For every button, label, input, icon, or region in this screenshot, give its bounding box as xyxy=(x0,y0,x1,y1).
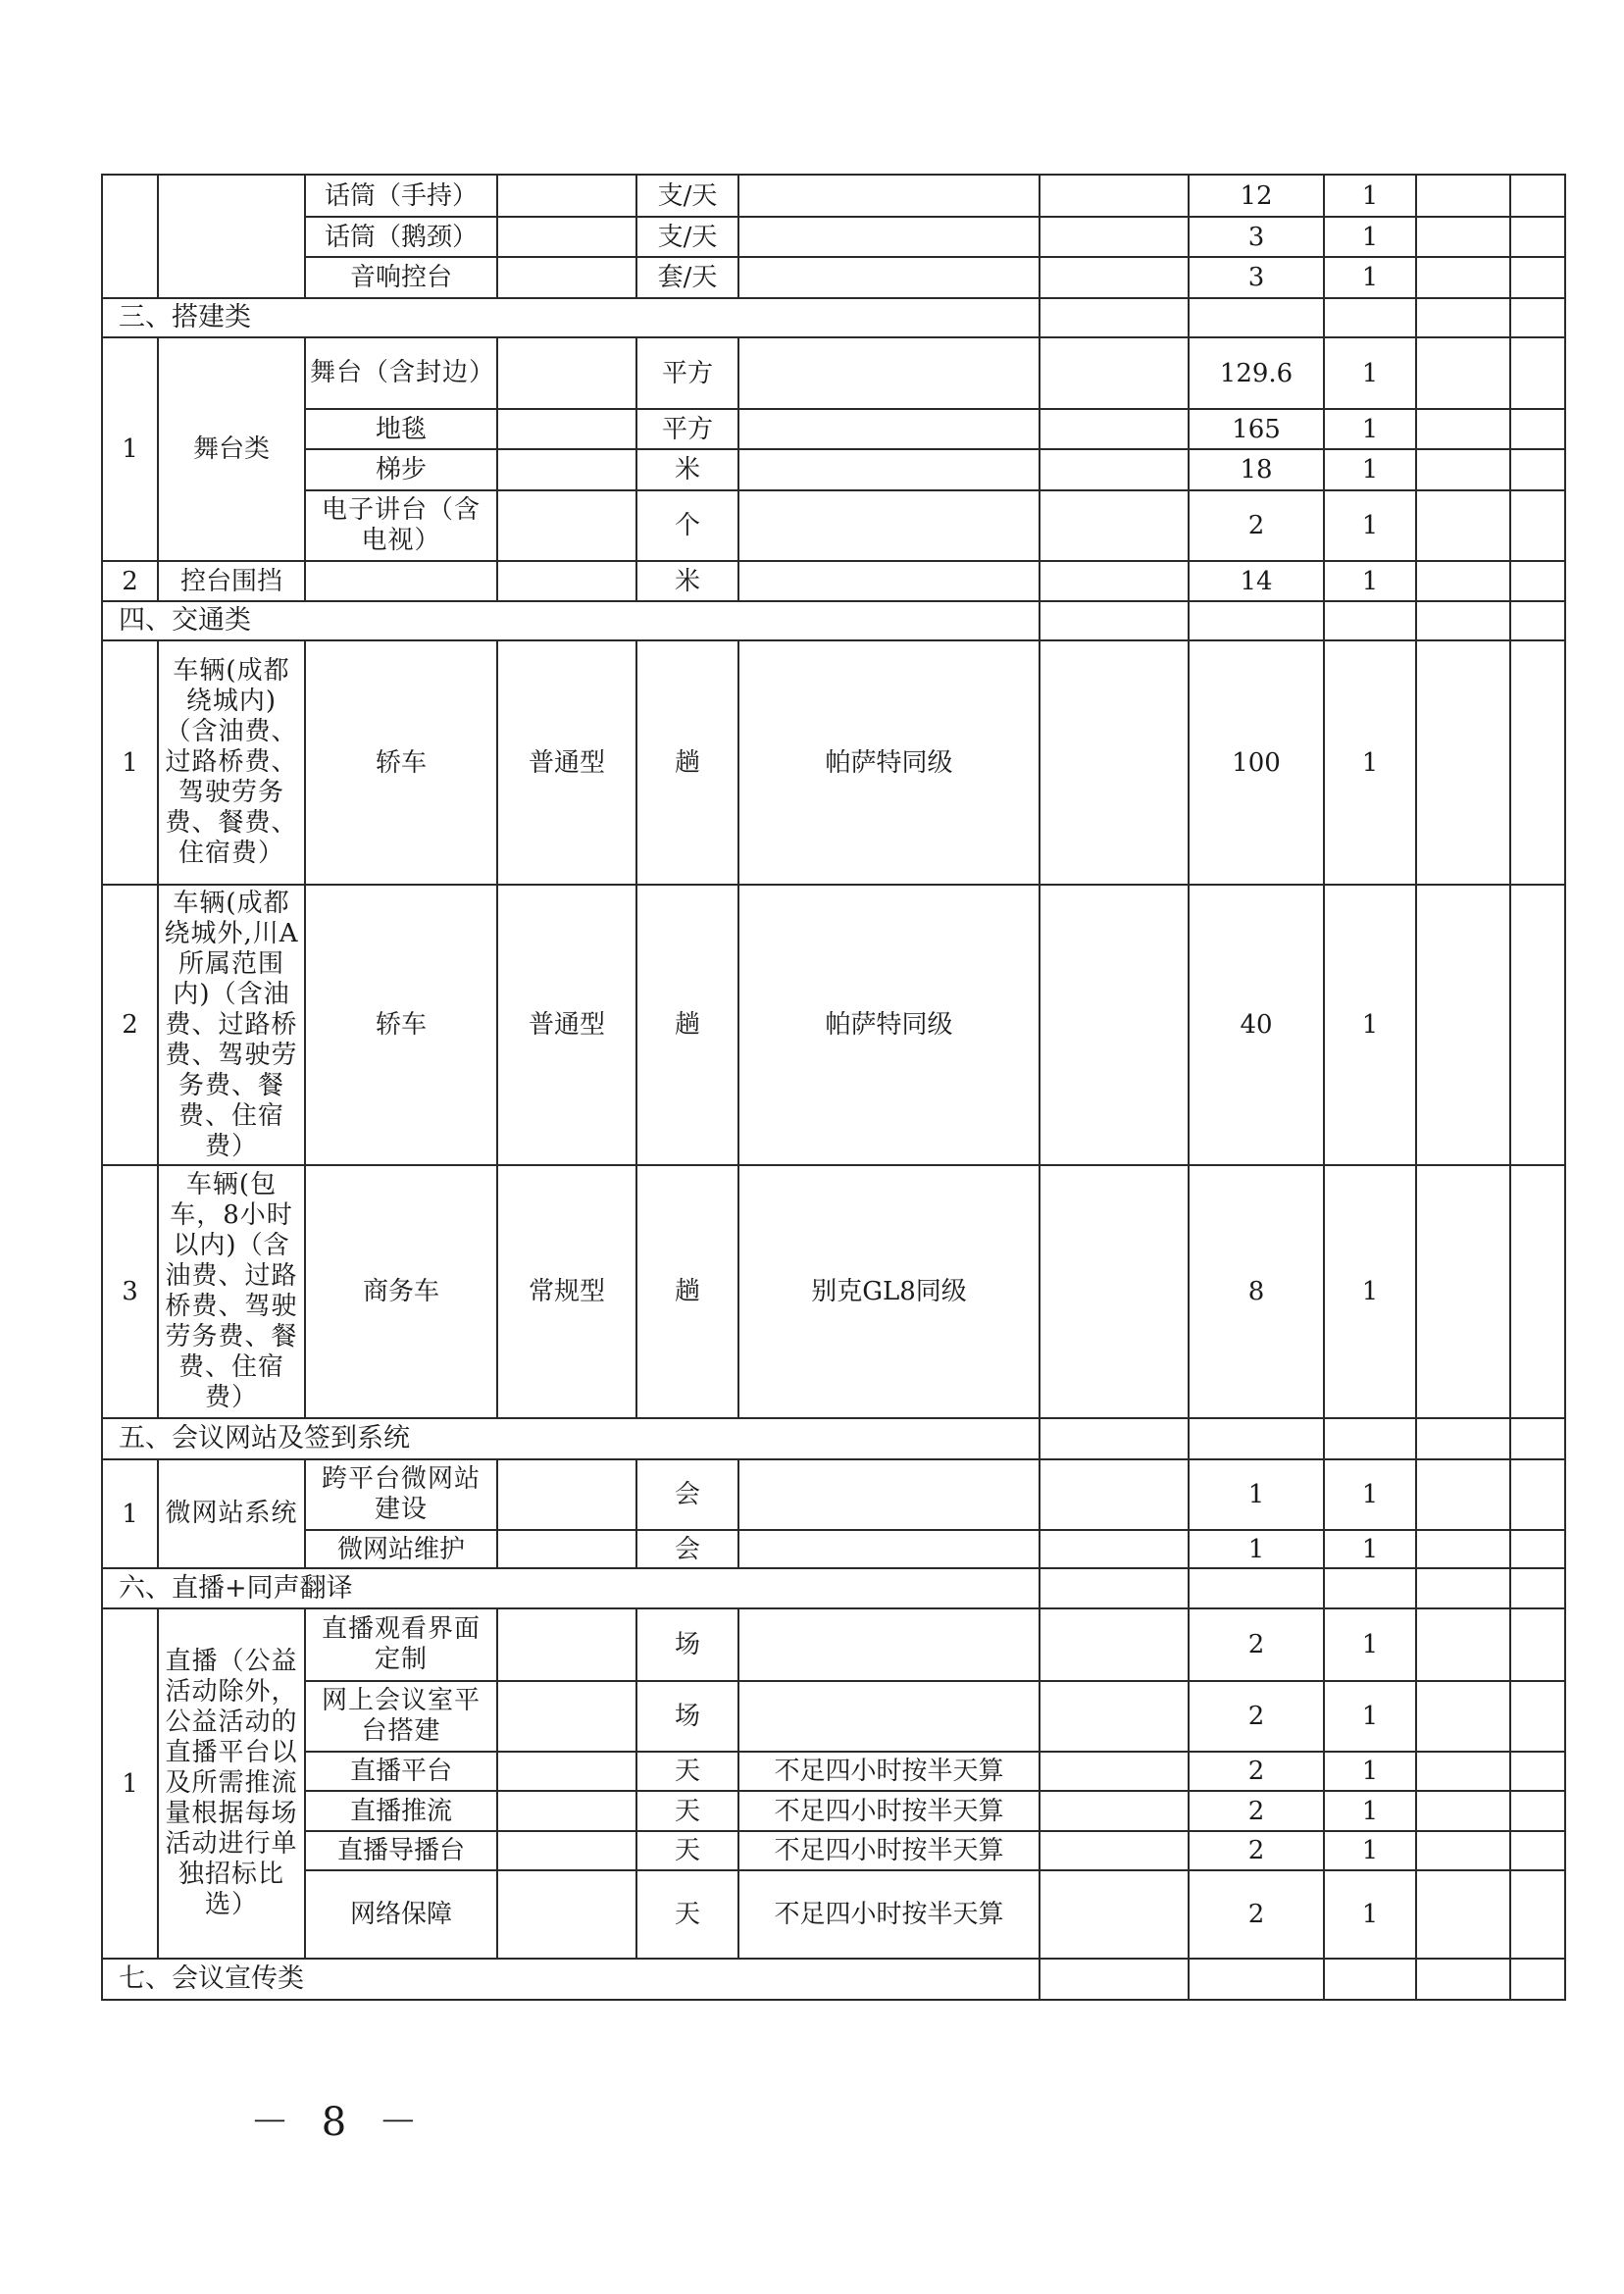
section-row xyxy=(102,1959,1565,2000)
cell-item: 地毯 xyxy=(305,409,497,449)
quotation-table xyxy=(101,174,1566,2001)
cell-blank xyxy=(1040,601,1189,640)
cell-qty: 165 xyxy=(1189,409,1324,449)
cell-spec xyxy=(497,1459,636,1530)
cell-times: 1 xyxy=(1324,490,1416,561)
cell-blank xyxy=(1040,1959,1189,2000)
cell-price xyxy=(1416,409,1510,449)
cell-qty: 12 xyxy=(1189,175,1324,217)
cell-total xyxy=(1510,1459,1565,1530)
cell-qty: 2 xyxy=(1189,1870,1324,1959)
cell-unit: 支/天 xyxy=(636,217,738,257)
section-title: 五、会议网站及签到系统 xyxy=(102,1418,1040,1459)
cell-blank xyxy=(1040,217,1189,257)
cell-blank xyxy=(1040,1870,1189,1959)
cell-price xyxy=(1416,449,1510,490)
cell-qty xyxy=(1189,1959,1324,2000)
cell-note xyxy=(738,409,1040,449)
cell-spec: 普通型 xyxy=(497,640,636,885)
cell-price xyxy=(1416,337,1510,409)
table-row xyxy=(102,1831,1565,1870)
cell-category: 车辆(包车，8小时以内)（含油费、过路桥费、驾驶劳务费、餐费、住宿费） xyxy=(158,1165,305,1418)
cell-qty xyxy=(1189,298,1324,337)
cell-times: 1 xyxy=(1324,1870,1416,1959)
section-row xyxy=(102,601,1565,640)
cell-note: 不足四小时按半天算 xyxy=(738,1870,1040,1959)
table-row xyxy=(102,561,1565,601)
cell-times: 1 xyxy=(1324,885,1416,1165)
cell-blank xyxy=(1040,1418,1189,1459)
table-row xyxy=(102,217,1565,257)
cell-unit: 会 xyxy=(636,1530,738,1568)
cell-blank xyxy=(1040,1681,1189,1752)
cell-times xyxy=(1324,601,1416,640)
cell-total xyxy=(1510,1870,1565,1959)
section-title: 七、会议宣传类 xyxy=(102,1959,1040,2000)
cell-no: 2 xyxy=(102,885,158,1165)
cell-qty: 2 xyxy=(1189,1608,1324,1681)
cell-blank xyxy=(1040,298,1189,337)
cell-note xyxy=(738,1459,1040,1530)
cell-blank xyxy=(1040,1831,1189,1870)
table-row xyxy=(102,885,1565,1165)
cell-note xyxy=(738,337,1040,409)
table-row xyxy=(102,490,1565,561)
cell-note xyxy=(738,175,1040,217)
cell-qty: 129.6 xyxy=(1189,337,1324,409)
cell-item: 直播导播台 xyxy=(305,1831,497,1870)
cell-blank xyxy=(1040,1459,1189,1530)
cell-spec xyxy=(497,1870,636,1959)
section-title: 三、搭建类 xyxy=(102,298,1040,337)
cell-item: 舞台（含封边） xyxy=(305,337,497,409)
cell-note xyxy=(738,449,1040,490)
cell-unit: 趟 xyxy=(636,1165,738,1418)
cell-times xyxy=(1324,1568,1416,1608)
cell-unit: 趟 xyxy=(636,885,738,1165)
table-row xyxy=(102,1791,1565,1831)
cell-spec xyxy=(497,1681,636,1752)
table-row xyxy=(102,175,1565,217)
cell-qty: 8 xyxy=(1189,1165,1324,1418)
cell-qty: 100 xyxy=(1189,640,1324,885)
cell-price xyxy=(1416,217,1510,257)
cell-item: 轿车 xyxy=(305,885,497,1165)
cell-unit: 天 xyxy=(636,1870,738,1959)
cell-spec xyxy=(497,1791,636,1831)
cell-times: 1 xyxy=(1324,409,1416,449)
cell-spec: 普通型 xyxy=(497,885,636,1165)
cell-item: 商务车 xyxy=(305,1165,497,1418)
cell-times: 1 xyxy=(1324,1165,1416,1418)
section-row xyxy=(102,298,1565,337)
cell-unit: 平方 xyxy=(636,409,738,449)
cell-times: 1 xyxy=(1324,1831,1416,1870)
cell-unit: 场 xyxy=(636,1608,738,1681)
cell-total xyxy=(1510,298,1565,337)
cell-total xyxy=(1510,885,1565,1165)
cell-unit: 天 xyxy=(636,1831,738,1870)
cell-blank xyxy=(1040,885,1189,1165)
cell-price xyxy=(1416,885,1510,1165)
cell-note xyxy=(738,1608,1040,1681)
cell-category: 车辆(成都绕城内)（含油费、过路桥费、驾驶劳务费、餐费、住宿费） xyxy=(158,640,305,885)
cell-times: 1 xyxy=(1324,1681,1416,1752)
cell-price xyxy=(1416,640,1510,885)
cell-qty: 2 xyxy=(1189,1791,1324,1831)
page-number: － 8 － xyxy=(250,2100,428,2145)
cell-spec xyxy=(497,409,636,449)
cell-total xyxy=(1510,1530,1565,1568)
cell-unit: 个 xyxy=(636,490,738,561)
cell-unit: 场 xyxy=(636,1681,738,1752)
cell-total xyxy=(1510,640,1565,885)
cell-total xyxy=(1510,1568,1565,1608)
cell-qty: 18 xyxy=(1189,449,1324,490)
table-row xyxy=(102,1681,1565,1752)
cell-note: 不足四小时按半天算 xyxy=(738,1752,1040,1791)
cell-total xyxy=(1510,175,1565,217)
cell-note xyxy=(738,1681,1040,1752)
cell-qty: 1 xyxy=(1189,1459,1324,1530)
cell-qty: 3 xyxy=(1189,217,1324,257)
cell-unit: 天 xyxy=(636,1752,738,1791)
cell-unit: 支/天 xyxy=(636,175,738,217)
table-row xyxy=(102,1459,1565,1530)
cell-times: 1 xyxy=(1324,175,1416,217)
table-row xyxy=(102,1165,1565,1418)
cell-qty: 2 xyxy=(1189,1681,1324,1752)
cell-times: 1 xyxy=(1324,640,1416,885)
cell-qty: 2 xyxy=(1189,1831,1324,1870)
cell-total xyxy=(1510,217,1565,257)
cell-note: 别克GL8同级 xyxy=(738,1165,1040,1418)
cell-times: 1 xyxy=(1324,1530,1416,1568)
cell-no xyxy=(102,175,158,298)
cell-spec xyxy=(497,217,636,257)
cell-spec xyxy=(497,449,636,490)
cell-total xyxy=(1510,337,1565,409)
table-row xyxy=(102,257,1565,298)
cell-no: 1 xyxy=(102,640,158,885)
cell-note: 不足四小时按半天算 xyxy=(738,1791,1040,1831)
cell-price xyxy=(1416,1459,1510,1530)
cell-category: 控台围挡 xyxy=(158,561,305,601)
table-row xyxy=(102,1608,1565,1681)
cell-total xyxy=(1510,601,1565,640)
cell-total xyxy=(1510,1959,1565,2000)
cell-times: 1 xyxy=(1324,337,1416,409)
cell-item: 轿车 xyxy=(305,640,497,885)
cell-qty: 2 xyxy=(1189,1752,1324,1791)
cell-category: 舞台类 xyxy=(158,337,305,561)
section-row xyxy=(102,1418,1565,1459)
table-row xyxy=(102,640,1565,885)
cell-price xyxy=(1416,1959,1510,2000)
cell-qty: 14 xyxy=(1189,561,1324,601)
cell-note xyxy=(738,490,1040,561)
cell-spec xyxy=(497,1752,636,1791)
cell-blank xyxy=(1040,175,1189,217)
cell-qty xyxy=(1189,601,1324,640)
cell-blank xyxy=(1040,1165,1189,1418)
cell-qty: 1 xyxy=(1189,1530,1324,1568)
cell-total xyxy=(1510,490,1565,561)
cell-item: 直播观看界面定制 xyxy=(305,1608,497,1681)
cell-times xyxy=(1324,1418,1416,1459)
cell-times: 1 xyxy=(1324,1752,1416,1791)
cell-qty xyxy=(1189,1418,1324,1459)
cell-spec xyxy=(497,337,636,409)
cell-price xyxy=(1416,298,1510,337)
cell-no: 2 xyxy=(102,561,158,601)
cell-item: 跨平台微网站建设 xyxy=(305,1459,497,1530)
cell-price xyxy=(1416,601,1510,640)
cell-qty: 40 xyxy=(1189,885,1324,1165)
cell-times: 1 xyxy=(1324,561,1416,601)
cell-blank xyxy=(1040,337,1189,409)
cell-qty xyxy=(1189,1568,1324,1608)
cell-total xyxy=(1510,1165,1565,1418)
cell-no: 1 xyxy=(102,337,158,561)
cell-unit: 套/天 xyxy=(636,257,738,298)
section-row xyxy=(102,1568,1565,1608)
cell-times xyxy=(1324,298,1416,337)
cell-price xyxy=(1416,1752,1510,1791)
cell-unit: 趟 xyxy=(636,640,738,885)
cell-item: 音响控台 xyxy=(305,257,497,298)
cell-price xyxy=(1416,1791,1510,1831)
cell-note xyxy=(738,561,1040,601)
cell-note xyxy=(738,257,1040,298)
cell-note: 不足四小时按半天算 xyxy=(738,1831,1040,1870)
cell-blank xyxy=(1040,449,1189,490)
cell-total xyxy=(1510,1681,1565,1752)
cell-note xyxy=(738,217,1040,257)
cell-category: 车辆(成都绕城外,川A所属范围内)（含油费、过路桥费、驾驶劳务费、餐费、住宿费） xyxy=(158,885,305,1165)
cell-item: 直播推流 xyxy=(305,1791,497,1831)
cell-unit: 米 xyxy=(636,449,738,490)
cell-spec: 常规型 xyxy=(497,1165,636,1418)
table-row xyxy=(102,409,1565,449)
cell-price xyxy=(1416,1608,1510,1681)
cell-times: 1 xyxy=(1324,257,1416,298)
cell-spec xyxy=(497,1831,636,1870)
cell-price xyxy=(1416,490,1510,561)
section-title: 六、直播+同声翻译 xyxy=(102,1568,1040,1608)
cell-blank xyxy=(1040,1608,1189,1681)
table-row xyxy=(102,1530,1565,1568)
cell-spec xyxy=(497,175,636,217)
cell-blank xyxy=(1040,1791,1189,1831)
cell-blank xyxy=(1040,409,1189,449)
cell-item: 微网站维护 xyxy=(305,1530,497,1568)
cell-note: 帕萨特同级 xyxy=(738,885,1040,1165)
cell-spec xyxy=(497,1608,636,1681)
cell-times: 1 xyxy=(1324,217,1416,257)
cell-times xyxy=(1324,1959,1416,2000)
cell-blank xyxy=(1040,1530,1189,1568)
cell-unit: 米 xyxy=(636,561,738,601)
cell-times: 1 xyxy=(1324,1791,1416,1831)
cell-unit: 平方 xyxy=(636,337,738,409)
cell-price xyxy=(1416,1530,1510,1568)
table-row xyxy=(102,1752,1565,1791)
cell-spec xyxy=(497,561,636,601)
cell-item: 梯步 xyxy=(305,449,497,490)
cell-spec xyxy=(497,257,636,298)
table-row xyxy=(102,449,1565,490)
cell-item: 网络保障 xyxy=(305,1870,497,1959)
cell-blank xyxy=(1040,490,1189,561)
cell-category: 微网站系统 xyxy=(158,1459,305,1568)
cell-no: 1 xyxy=(102,1459,158,1568)
cell-total xyxy=(1510,1831,1565,1870)
cell-item: 电子讲台（含电视） xyxy=(305,490,497,561)
cell-item: 话筒（手持） xyxy=(305,175,497,217)
cell-times: 1 xyxy=(1324,1459,1416,1530)
cell-total xyxy=(1510,1418,1565,1459)
section-title: 四、交通类 xyxy=(102,601,1040,640)
cell-qty: 2 xyxy=(1189,490,1324,561)
cell-price xyxy=(1416,1568,1510,1608)
cell-total xyxy=(1510,409,1565,449)
cell-item: 话筒（鹅颈） xyxy=(305,217,497,257)
cell-no: 1 xyxy=(102,1608,158,1959)
cell-unit: 天 xyxy=(636,1791,738,1831)
cell-blank xyxy=(1040,257,1189,298)
cell-no: 3 xyxy=(102,1165,158,1418)
cell-qty: 3 xyxy=(1189,257,1324,298)
cell-price xyxy=(1416,1165,1510,1418)
cell-blank xyxy=(1040,1568,1189,1608)
cell-total xyxy=(1510,1752,1565,1791)
cell-note xyxy=(738,1530,1040,1568)
cell-price xyxy=(1416,1681,1510,1752)
cell-spec xyxy=(497,490,636,561)
cell-price xyxy=(1416,1870,1510,1959)
cell-price xyxy=(1416,1418,1510,1459)
table-row xyxy=(102,1870,1565,1959)
table-row xyxy=(102,337,1565,409)
cell-category: 直播（公益活动除外，公益活动的直播平台以及所需推流量根据每场活动进行单独招标比选） xyxy=(158,1608,305,1959)
cell-total xyxy=(1510,449,1565,490)
cell-category xyxy=(158,175,305,298)
cell-total xyxy=(1510,561,1565,601)
cell-price xyxy=(1416,561,1510,601)
cell-times: 1 xyxy=(1324,1608,1416,1681)
cell-item: 网上会议室平台搭建 xyxy=(305,1681,497,1752)
cell-total xyxy=(1510,1791,1565,1831)
cell-price xyxy=(1416,175,1510,217)
cell-times: 1 xyxy=(1324,449,1416,490)
cell-price xyxy=(1416,1831,1510,1870)
cell-blank xyxy=(1040,1752,1189,1791)
cell-spec xyxy=(497,1530,636,1568)
cell-total xyxy=(1510,257,1565,298)
cell-blank xyxy=(1040,561,1189,601)
cell-blank xyxy=(1040,640,1189,885)
cell-note: 帕萨特同级 xyxy=(738,640,1040,885)
cell-total xyxy=(1510,1608,1565,1681)
cell-price xyxy=(1416,257,1510,298)
cell-item xyxy=(305,561,497,601)
cell-unit: 会 xyxy=(636,1459,738,1530)
cell-item: 直播平台 xyxy=(305,1752,497,1791)
